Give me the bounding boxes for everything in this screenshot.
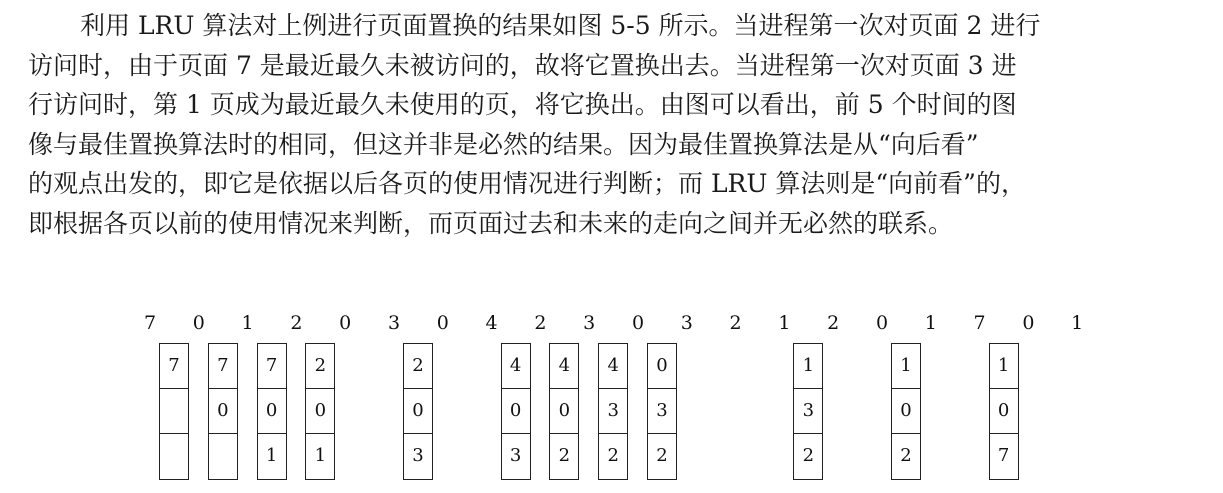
reference-number: 2 [729,312,742,334]
page-frame-cell: 7 [997,444,1010,466]
page-frame-cell: 0 [258,389,286,434]
body-paragraph [28,6,1198,243]
page-frame-cell: 2 [558,444,571,466]
reference-number: 7 [143,312,157,334]
page-frame-cell: 7 [258,344,286,389]
page-frame-cell: 2 [656,444,668,466]
paragraph-line: 访问时，由于页面 7 是最近最久未被访问的，故将它置换出去。当进程第一次对页面 3 进 [28,50,1017,80]
reference-number: 3 [387,312,401,334]
paragraph-line: 行访问时，第 1 页成为最近最久未使用的页，将它换出。由图可以看出，前 5 个时间的图 [28,90,1017,119]
page-frame-cell: 3 [599,389,627,434]
page-frame-cell: 1 [990,344,1018,389]
page-frame-cell [160,434,188,479]
page-frame-cell: 2 [607,444,619,466]
page-frame-cell: 7 [209,344,237,389]
reference-number: 0 [1022,312,1035,334]
page-frame-cell: 2 [404,344,432,389]
page-frame-cell: 1 [265,444,278,466]
page-frame-column [257,343,287,480]
page-frame-cell: 7 [160,344,188,389]
reference-number: 0 [339,312,352,334]
page-frame-cell: 3 [509,444,522,466]
page-frame-column [647,343,677,480]
page-frame-column [208,343,238,480]
reference-number: 2 [534,312,547,334]
reference-number: 3 [583,312,596,334]
page-frame-cell: 0 [306,389,334,434]
page-frame-cell: 2 [306,344,334,389]
page-frame-cell: 0 [502,389,530,434]
page-frame-column [501,343,531,480]
page-frame-cell: 4 [599,344,627,389]
page-frame-cell: 3 [412,444,424,466]
reference-number: 7 [973,312,986,334]
page-frame-cell [160,389,188,434]
reference-number: 1 [778,312,791,334]
page-frame-cell: 0 [404,389,432,434]
page-frame-cell: 0 [648,344,676,389]
page-frame-cell: 0 [550,389,578,434]
page-frame-cell: 0 [892,389,920,434]
reference-number: 0 [875,312,889,334]
page-frame-cell: 2 [802,444,815,466]
page-frame-column [891,343,921,480]
page-frame-column [989,343,1019,480]
page-frame-cell: 3 [648,389,676,434]
page-frame-column [403,343,433,480]
page-frame-cell: 3 [794,389,822,434]
page-frame-column [793,343,823,480]
page-frame-cell: 4 [502,344,530,389]
paragraph-line: 的观点出发的，即它是依据以后各页的使用情况进行判断；而 LRU 算法则是“向前看”的， [28,169,1026,198]
reference-number: 2 [290,312,303,334]
page-frame-cell: 1 [794,344,822,389]
page-frame-column [598,343,628,480]
paragraph-line: 像与最佳置换算法时的相同，但这并非是必然的结果。因为最佳置换算法是从“向后看” [28,129,979,159]
reference-number: 1 [1071,312,1084,334]
lru-replacement-figure [0,300,1223,493]
reference-number: 1 [241,312,254,334]
page-frame-cell: 4 [550,344,578,389]
paragraph-line: 即根据各页以前的使用情况来判断，而页面过去和未来的走向之间并无必然的联系。 [28,208,954,238]
page-frame-cell: 2 [900,444,912,466]
reference-number: 2 [827,312,840,334]
page-frame-cell: 0 [990,389,1018,434]
page-frame-cell: 1 [892,344,920,389]
page-frame-column [549,343,579,480]
reference-number: 4 [485,312,498,334]
reference-number: 0 [631,312,645,334]
reference-number: 0 [192,312,205,334]
page-frame-column [305,343,335,480]
page-frame-cell: 0 [209,389,237,434]
page-frame-cell [209,434,237,479]
page-frame-cell: 1 [314,444,327,466]
reference-number: 3 [680,312,693,334]
reference-number: 1 [924,312,937,334]
reference-number: 0 [436,312,449,334]
paragraph-line: 利用 LRU 算法对上例进行页面置换的结果如图 5-5 所示。当进程第一次对页面 2 进行 [80,11,1041,40]
page-frame-column [159,343,189,480]
